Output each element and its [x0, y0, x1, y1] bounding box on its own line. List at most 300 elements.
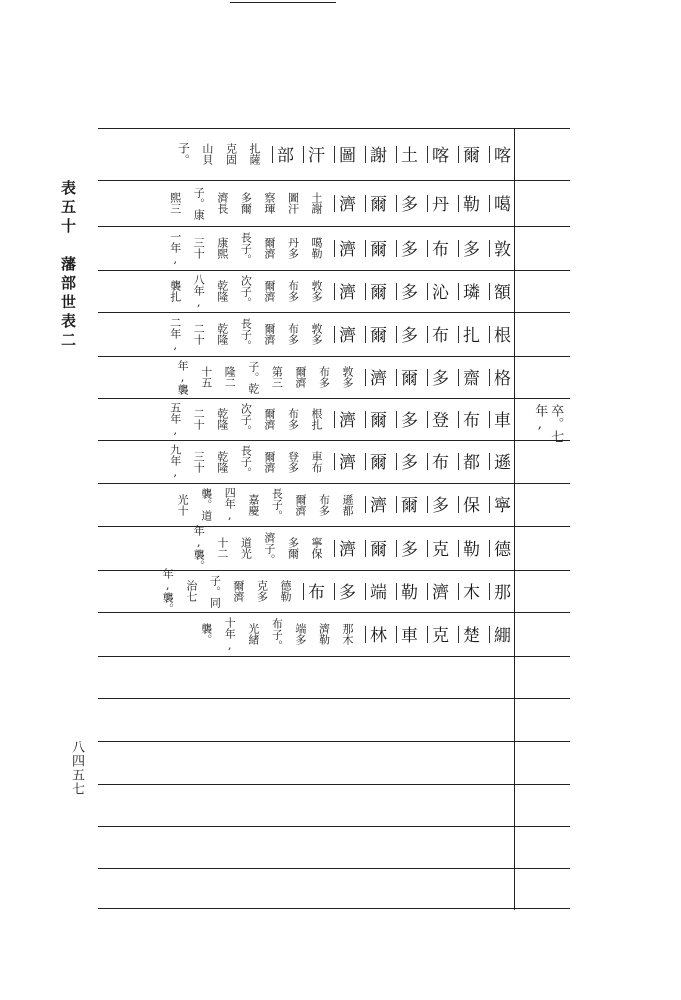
note-glyph: 同 [208, 596, 222, 608]
name-glyph: 多 [397, 539, 417, 557]
note-glyph: 三 [168, 203, 182, 214]
annotation-column [201, 143, 213, 165]
annotation-column [341, 623, 353, 645]
annotation-glyph: 都 [341, 504, 354, 516]
name-glyph: 濟 [335, 453, 355, 470]
note-glyph: 襲。 [161, 592, 175, 614]
note-glyph: 五 [168, 401, 182, 413]
annotation-column [341, 366, 353, 388]
annotation-glyph: 隆 [223, 366, 237, 377]
annotation-glyph: 乾 [215, 408, 229, 419]
annotation-glyph: 子。 [239, 413, 253, 436]
annotation-column [216, 451, 228, 473]
table-row [98, 483, 514, 526]
name-glyph: 濟 [428, 582, 448, 600]
row-line [98, 784, 570, 785]
note-column [169, 444, 181, 479]
name-glyph: 遜 [490, 453, 510, 470]
annotation-column [224, 366, 236, 388]
note-glyph: 襲。 [192, 549, 206, 571]
name-glyph: 多 [428, 496, 448, 513]
annotation-glyph: 敦 [310, 323, 323, 334]
name-glyph: 多 [397, 239, 417, 257]
annotation-glyph: 勒 [279, 591, 292, 602]
annotation-column [287, 408, 299, 430]
annotation-glyph: 克 [224, 143, 238, 154]
annotation-glyph: 謝 [310, 203, 323, 214]
annotation-glyph: 濟 [262, 248, 276, 259]
name-glyph: 布 [428, 453, 448, 470]
annotation-column [294, 494, 306, 516]
row-content [162, 570, 514, 612]
annotation-column [216, 237, 228, 259]
row-line [98, 698, 570, 699]
annotation-glyph: 勒 [310, 248, 323, 259]
row-content [200, 612, 514, 656]
annotation-glyph: 嘉 [246, 493, 260, 505]
annotation-glyph: 長 [239, 445, 253, 456]
row-line [98, 826, 570, 827]
annotation-column [263, 532, 275, 565]
annotation-glyph: 濟 [262, 531, 276, 543]
row-content [176, 128, 514, 180]
note-column [200, 366, 212, 388]
annotation-column [294, 623, 306, 645]
annotation-glyph: 敦 [341, 366, 354, 377]
annotation-glyph: 多 [293, 634, 307, 645]
annotation-glyph: 端 [293, 623, 307, 634]
name-glyph: 濟 [335, 325, 355, 343]
annotation-column [247, 623, 259, 645]
annotation-glyph: 隆 [215, 419, 229, 430]
annotation-glyph: 琿 [262, 203, 276, 214]
annotation-column [247, 361, 259, 394]
annotation-glyph: 長 [239, 317, 253, 329]
annotation-column [310, 408, 322, 430]
right-note-b: 年, [532, 404, 548, 432]
annotation-column [271, 366, 283, 388]
table-row [98, 440, 514, 483]
annotation-glyph: 布 [286, 323, 300, 334]
note-column [177, 360, 189, 395]
row-content [177, 356, 514, 398]
note-glyph: 五 [199, 377, 213, 388]
annotation-column [294, 366, 306, 388]
annotation-glyph: 布 [270, 617, 284, 629]
name-glyph: 車 [397, 625, 417, 643]
note-glyph: 熙 [168, 192, 182, 203]
note-glyph: 十 [215, 537, 229, 548]
annotation-glyph: 多 [286, 334, 300, 345]
table-row [98, 398, 514, 440]
name-glyph: 圖 [335, 145, 355, 163]
annotation-column [318, 366, 330, 388]
name-glyph: 濟 [335, 410, 355, 428]
name-glyph: 布 [428, 325, 448, 343]
annotation-glyph: 多 [310, 291, 323, 302]
annotation-column [318, 623, 330, 645]
annotation-column [310, 451, 322, 473]
annotation-glyph: 圖 [286, 192, 300, 203]
note-glyph: 十 [192, 248, 206, 259]
annotation-column [271, 618, 283, 651]
note-column [224, 617, 236, 652]
annotation-glyph: 爾 [262, 408, 276, 419]
note-column [193, 525, 205, 571]
annotation-glyph: 察 [262, 192, 276, 203]
annotation-glyph: 多 [341, 377, 354, 388]
name-glyph: 根 [490, 325, 510, 343]
annotation-glyph: 爾 [286, 548, 300, 559]
annotation-glyph: 保 [310, 548, 323, 559]
annotation-glyph: 隆 [215, 291, 229, 302]
name-glyph: 勒 [459, 194, 479, 212]
annotation-glyph: 扎 [248, 143, 261, 154]
annotation-column [240, 318, 252, 351]
right-table-border [514, 128, 515, 910]
annotation-column [310, 237, 322, 259]
annotation-glyph: 那 [341, 623, 354, 634]
note-glyph: 二 [168, 316, 182, 328]
annotation-column [263, 408, 275, 430]
annotation-glyph: 濟 [231, 591, 245, 602]
annotation-glyph: 子。 [239, 328, 253, 351]
note-glyph: 三 [192, 450, 206, 462]
annotation-glyph: 濟 [262, 419, 276, 430]
annotation-glyph: 二 [223, 377, 237, 388]
name-glyph: 喀 [428, 145, 448, 163]
annotation-column [263, 451, 275, 473]
name-glyph: 爾 [366, 539, 386, 557]
note-glyph: 年, [168, 412, 182, 437]
annotation-glyph: 固 [224, 154, 238, 165]
note-glyph: 二 [192, 408, 206, 419]
annotation-glyph: 多 [286, 537, 300, 548]
name-glyph: 喀 [490, 145, 510, 163]
annotation-glyph: 子。 [270, 499, 284, 521]
note-glyph: 十 [223, 616, 237, 628]
name-glyph: 保 [459, 496, 479, 513]
table-row [98, 612, 514, 656]
annotation-glyph: 爾 [262, 323, 276, 334]
name-glyph: 扎 [459, 325, 479, 343]
note-column [200, 623, 212, 645]
name-glyph: 車 [490, 410, 510, 428]
annotation-column [216, 280, 228, 302]
name-glyph: 土 [397, 145, 417, 163]
note-column [193, 323, 205, 345]
annotation-column [263, 237, 275, 259]
name-glyph: 格 [490, 368, 510, 386]
note-column [185, 580, 197, 602]
table-row [98, 180, 514, 226]
annotation-column [263, 280, 275, 302]
annotation-glyph: 多 [286, 461, 300, 473]
annotation-column [310, 280, 322, 302]
name-glyph: 濟 [335, 239, 355, 257]
annotation-glyph: 扎 [310, 419, 323, 430]
annotation-glyph: 隆 [215, 461, 229, 473]
name-glyph: 濟 [335, 194, 355, 212]
name-glyph: 多 [397, 282, 417, 300]
name-glyph: 爾 [366, 239, 386, 257]
annotation-glyph: 敦 [310, 280, 323, 291]
annotation-glyph: 乾 [215, 323, 229, 334]
annotation-glyph: 乾 [215, 450, 229, 462]
note-glyph: 道 [199, 510, 213, 521]
annotation-glyph: 子。 [262, 542, 276, 565]
name-glyph: 謝 [366, 145, 386, 163]
name-glyph: 多 [397, 325, 417, 343]
name-glyph: 克 [428, 539, 448, 557]
name-glyph: 勒 [459, 539, 479, 557]
annotation-glyph: 寧 [310, 537, 323, 548]
name-glyph: 汗 [304, 145, 324, 163]
name-glyph: 布 [304, 582, 324, 600]
annotation-glyph: 爾 [262, 450, 276, 462]
annotation-column [240, 232, 252, 265]
note-glyph: 四 [223, 487, 237, 498]
annotation-glyph: 三 [270, 377, 284, 388]
annotation-column [310, 192, 322, 214]
name-glyph: 林 [366, 625, 386, 643]
annotation-column [279, 580, 291, 602]
annotation-glyph: 慶 [246, 504, 260, 516]
annotation-glyph: 爾 [293, 493, 307, 505]
note-column [193, 237, 205, 259]
note-glyph: 襲。 [199, 488, 213, 510]
annotation-glyph: 多 [310, 334, 323, 345]
note-glyph: 襲 [176, 383, 190, 395]
table-row [98, 270, 514, 312]
name-glyph: 那 [490, 582, 510, 600]
note-glyph: 八 [192, 273, 206, 285]
annotation-glyph: 土 [310, 192, 323, 203]
annotation-glyph: 遜 [341, 493, 354, 505]
note-glyph: 年, [161, 568, 175, 592]
name-glyph: 璘 [459, 282, 479, 300]
note-glyph: 康 [192, 208, 206, 220]
note-column [169, 402, 181, 437]
annotation-glyph: 多 [239, 192, 253, 203]
annotation-column [318, 494, 330, 516]
annotation-column [287, 451, 299, 473]
name-glyph: 勒 [397, 582, 417, 600]
row-content [177, 483, 514, 526]
name-glyph: 爾 [397, 496, 417, 513]
annotation-glyph: 乾 [215, 280, 229, 291]
annotation-column [263, 323, 275, 345]
name-glyph: 沁 [428, 282, 448, 300]
name-glyph: 爾 [397, 368, 417, 386]
note-glyph: 年, [192, 525, 206, 549]
note-column [169, 192, 181, 214]
note-glyph: 二 [215, 548, 229, 559]
annotation-glyph: 濟 [215, 192, 229, 203]
row-content [169, 440, 514, 483]
note-glyph: 三 [192, 237, 206, 248]
name-glyph: 敦 [490, 239, 510, 257]
annotation-glyph: 子。 [239, 456, 253, 478]
name-glyph: 登 [428, 410, 448, 428]
name-glyph: 多 [335, 582, 355, 600]
annotation-glyph: 多 [286, 248, 300, 259]
name-glyph: 濟 [335, 282, 355, 300]
table-row [98, 226, 514, 270]
annotation-glyph: 爾 [293, 366, 307, 377]
annotation-glyph: 布 [317, 493, 331, 505]
side-title: 表五十 藩部世表二 [59, 180, 77, 351]
annotation-glyph: 多 [317, 377, 331, 388]
note-column [177, 494, 189, 516]
note-glyph: 十 [176, 504, 190, 516]
row-line [98, 741, 570, 742]
page-number: 八四五七 [69, 740, 84, 796]
annotation-glyph: 汗 [286, 203, 300, 214]
annotation-glyph: 爾 [262, 237, 276, 248]
row-line [98, 868, 570, 869]
annotation-glyph: 車 [310, 450, 323, 462]
annotation-glyph: 爾 [262, 280, 276, 291]
annotation-glyph: 多 [317, 504, 331, 516]
note-column [162, 568, 174, 614]
annotation-column [216, 323, 228, 345]
annotation-glyph: 多 [286, 291, 300, 302]
table-row [98, 570, 514, 612]
note-glyph: 年, [176, 359, 190, 384]
note-column [200, 488, 212, 521]
annotation-column [248, 143, 260, 165]
annotation-glyph: 長 [270, 488, 284, 499]
note-glyph: 年, [168, 327, 182, 352]
name-glyph: 齋 [459, 368, 479, 386]
note-glyph: 年, [168, 241, 182, 266]
annotation-column [287, 323, 299, 345]
name-glyph: 多 [397, 194, 417, 212]
annotation-glyph: 噶 [310, 237, 323, 248]
annotation-glyph: 子。 [239, 242, 253, 265]
note-glyph: 扎 [168, 291, 182, 302]
table-row [98, 312, 514, 356]
annotation-glyph: 次 [239, 402, 253, 414]
annotation-column [287, 237, 299, 259]
annotation-glyph: 薩 [248, 154, 261, 165]
note-glyph: 十 [192, 419, 206, 430]
annotation-column [247, 494, 259, 516]
annotation-glyph: 濟 [262, 291, 276, 302]
name-glyph: 德 [490, 539, 510, 557]
annotation-column [287, 537, 299, 559]
annotation-glyph: 子。 [270, 628, 284, 651]
annotation-column [287, 280, 299, 302]
name-glyph: 多 [397, 453, 417, 470]
name-glyph: 爾 [366, 282, 386, 300]
annotation-glyph: 爾 [231, 580, 245, 591]
annotation-glyph: 長 [215, 203, 229, 214]
note-glyph: 九 [168, 444, 182, 455]
name-glyph: 額 [490, 282, 510, 300]
annotation-glyph: 多 [255, 591, 269, 602]
annotation-column [263, 192, 275, 214]
name-glyph: 多 [459, 239, 479, 257]
annotation-glyph: 隆 [215, 334, 229, 345]
annotation-glyph: 乾 [246, 382, 260, 394]
annotation-glyph: 光 [239, 548, 253, 559]
name-glyph: 多 [428, 368, 448, 386]
annotation-glyph: 緒 [246, 634, 260, 645]
row-content [169, 398, 514, 440]
note-glyph: 十 [192, 461, 206, 473]
right-note-a: 卒。七 [548, 404, 564, 443]
note-glyph: 治 [184, 580, 198, 591]
annotation-column [216, 408, 228, 430]
name-glyph: 布 [459, 410, 479, 428]
name-glyph: 木 [459, 582, 479, 600]
annotation-glyph: 勒 [317, 634, 331, 645]
name-glyph: 濟 [335, 539, 355, 557]
row-content [169, 312, 514, 356]
annotation-glyph: 布 [286, 408, 300, 419]
name-glyph: 都 [459, 453, 479, 470]
annotation-glyph: 木 [341, 634, 354, 645]
note-column [209, 575, 221, 608]
annotation-column [240, 275, 252, 308]
annotation-column [256, 580, 268, 602]
name-glyph: 端 [366, 582, 386, 600]
note-column [224, 487, 236, 522]
name-glyph: 爾 [366, 194, 386, 212]
annotation-glyph: 丹 [286, 237, 300, 248]
row-content [193, 526, 514, 570]
name-glyph: 丹 [428, 194, 448, 212]
note-column [169, 280, 181, 302]
name-glyph: 綳 [490, 625, 510, 643]
note-glyph: 十 [199, 366, 213, 377]
row-content [169, 180, 514, 226]
annotation-glyph: 次 [239, 274, 253, 286]
annotation-column [287, 192, 299, 214]
annotation-column [310, 323, 322, 345]
table-row [98, 356, 514, 398]
annotation-glyph: 第 [270, 366, 284, 377]
name-glyph: 部 [273, 145, 293, 163]
note-glyph: 襲 [168, 280, 182, 291]
name-glyph: 楚 [459, 625, 479, 643]
name-glyph: 爾 [366, 410, 386, 428]
note-glyph: 襲。 [199, 623, 213, 645]
annotation-column [271, 488, 283, 521]
note-glyph: 子。 [192, 186, 206, 209]
annotation-glyph: 布 [317, 366, 331, 377]
name-glyph: 克 [428, 625, 448, 643]
annotation-glyph: 根 [310, 408, 323, 419]
table-row [98, 128, 514, 180]
note-column [193, 408, 205, 430]
note-glyph: 光 [176, 493, 190, 505]
name-glyph: 爾 [459, 145, 479, 163]
name-glyph: 爾 [366, 453, 386, 470]
annotation-glyph: 克 [255, 580, 269, 591]
note-glyph: 年, [168, 455, 182, 479]
note-column [169, 231, 181, 266]
annotation-glyph: 長 [239, 231, 253, 243]
annotation-column [240, 403, 252, 436]
row-line [98, 656, 570, 657]
annotation-glyph: 登 [286, 450, 300, 462]
row-content [169, 226, 514, 270]
note-glyph: 年, [192, 284, 206, 309]
note-column [193, 274, 205, 309]
